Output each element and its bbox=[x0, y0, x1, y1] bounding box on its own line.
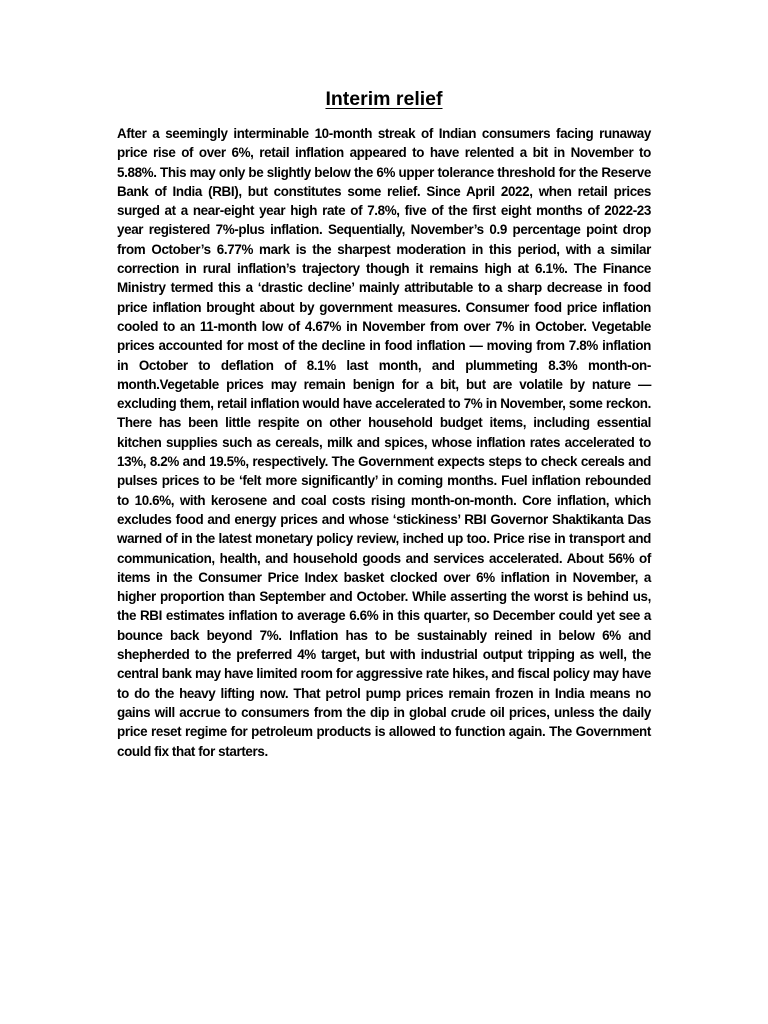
page-title: Interim relief bbox=[325, 88, 443, 110]
body-paragraph: After a seemingly interminable 10-month streak of Indian consumers facing runaway price rise of over 6%, retail inflation appeared to have relented a bit in November to 5.88%. This may only be slightly below the 6% upper tolerance threshold for the Reserve Bank of India (RBI), but constitutes some relief. Since April 2022, when retail prices surged at a near-eight year high rate of 7.8%, five of the first eight months of 2022-23 year registered 7%-plus inflation. Sequentially, November’s 0.9 percentage point drop from October’s 6.77% mark is the sharpest moderation in this period, with a similar correction in rural inflation’s trajectory though it remains high at 6.1%. The Finance Ministry termed this a ‘drastic decline’ mainly attributable to a sharp decrease in food price inflation brought about by government measures. Consumer food price inflation cooled to an 11-month low of 4.67% in November from over 7% in October. Vegetable prices accounted for most of the decline in food inflation — moving from 7.8% inflation in October to deflation of 8.1% last month, and plummeting 8.3% month-on-month.Vegetable prices may remain benign for a bit, but are volatile by nature — excluding them, retail inflation would have accelerated to 7% in November, some reckon. There has been little respite on other household budget items, including essential kitchen supplies such as cereals, milk and spices, whose inflation rates accelerated to 13%, 8.2% and 19.5%, respectively. The Government expects steps to check cereals and pulses prices to be ‘felt more significantly’ in coming months. Fuel inflation rebounded to 10.6%, with kerosene and coal costs rising month-on-month. Core inflation, which excludes food and energy prices and whose ‘stickiness’ RBI Governor Shaktikanta Das warned of in the latest monetary policy review, inched up too. Price rise in transport and communication, health, and household goods and services accelerated. About 56% of items in the Consumer Price Index basket clocked over 6% inflation in November, a higher proportion than September and October. While asserting the worst is behind us, the RBI estimates inflation to average 6.6% in this quarter, so December could yet see a bounce back beyond 7%. Inflation has to be sustainably reined in below 6% and shepherded to the preferred 4% target, but with industrial output tripping as well, the central bank may have limited room for aggressive rate hikes, and fiscal policy may have to do the heavy lifting now. That petrol pump prices remain frozen in India means no gains will accrue to consumers from the dip in global crude oil prices, unless the daily price reset regime for petroleum products is allowed to function again. The Government could fix that for starters. bbox=[117, 126, 651, 759]
